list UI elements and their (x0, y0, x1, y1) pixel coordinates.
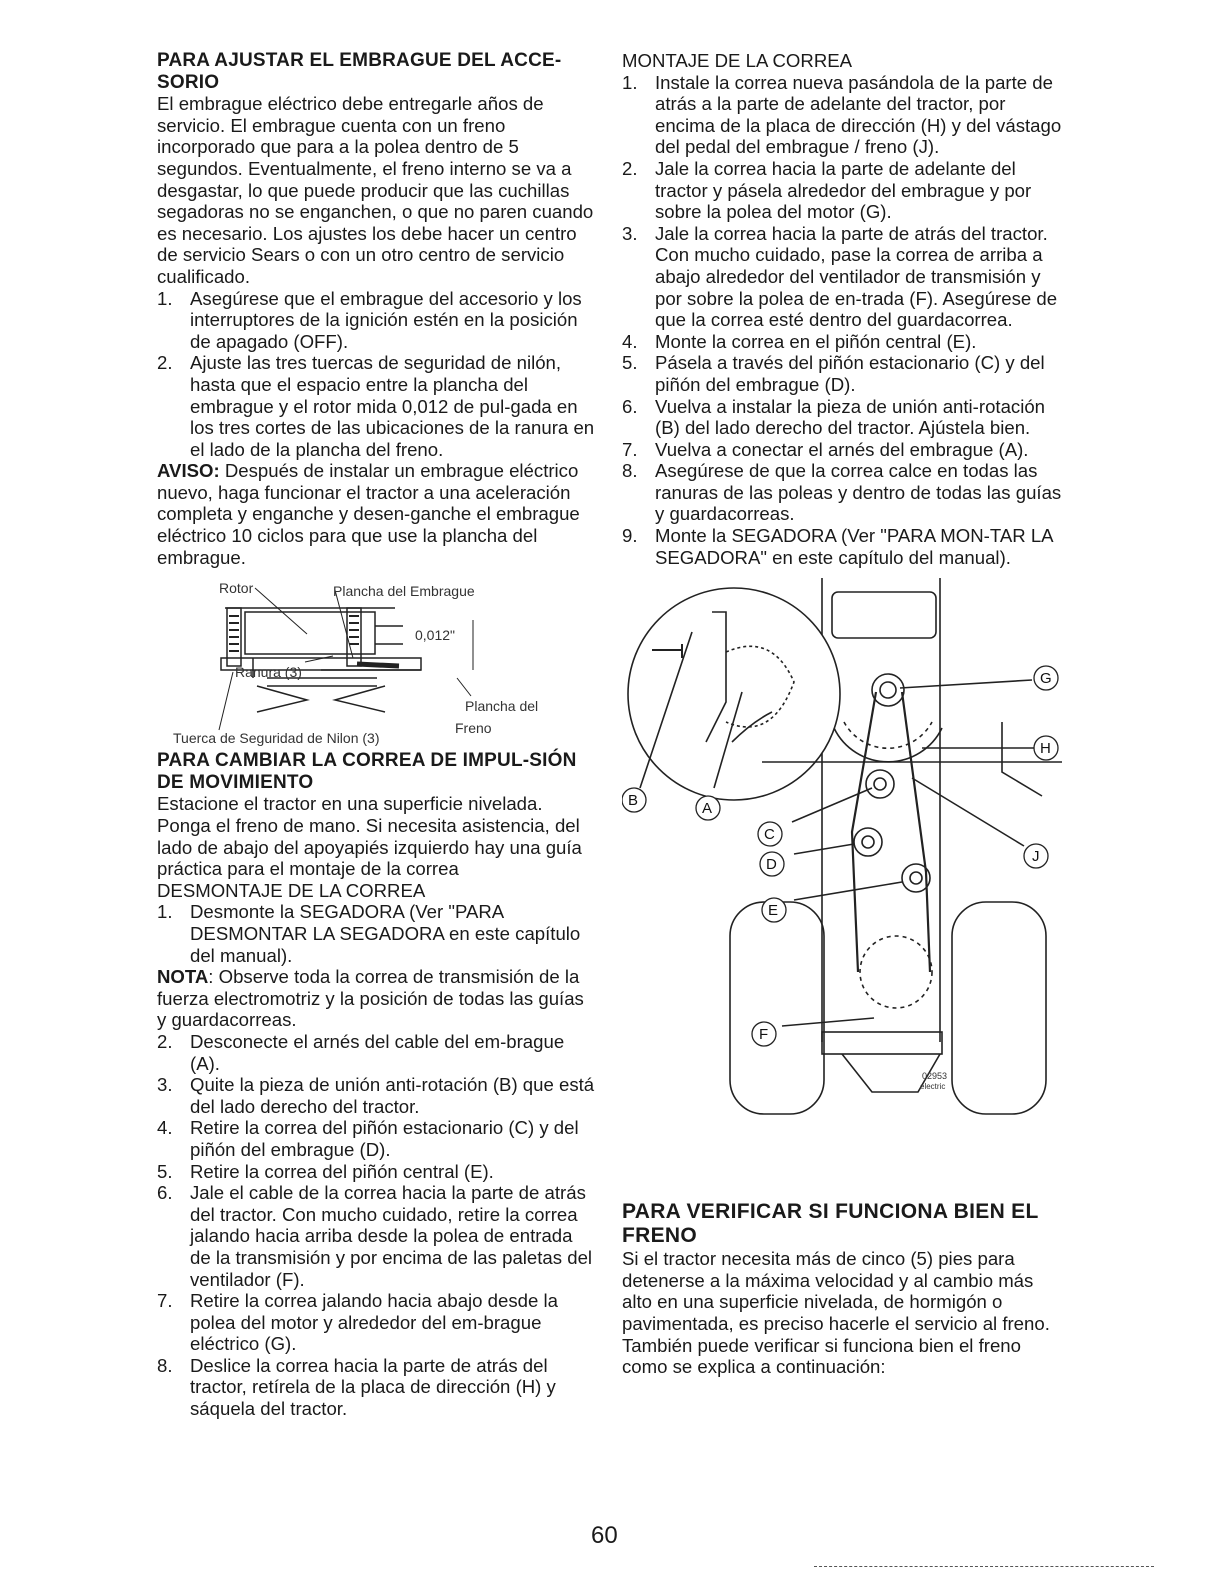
list-item: 6. Vuelva a instalar la pieza de unión anti-rotación (B) del lado derecho del tractor. Ajústela bien. (622, 395, 1046, 439)
right-column (622, 50, 1062, 1378)
paragraph-clutch-intro: El embrague eléctrico debe entregarle años de servicio. El embrague cuenta con un freno incorporado que para a la polea dentro de 5 segundos. Eventualmente, el freno interno se va a desgastar, lo que puede producir que las cuchillas segadoras no se enganchen, o que no paren cuando es necesario. Los ajustes los debe hacer un centro de servicio Sears o con un otro centro de servicio cualificado. (157, 93, 594, 287)
callout-j: J (1032, 848, 1040, 866)
list-item: 3. Quite la pieza de unión anti-rotación (B) que está del lado derecho del tractor. (157, 1074, 595, 1117)
list-item: 6. Jale el cable de la correa hacia la parte de atrás del tractor. Con mucho cuidado, retire la correa jalando hacia arriba desde la polea de entrada de la transmisión y por encima de las paletas del ventilador (F). (157, 1182, 593, 1290)
belt-routing-diagram (622, 572, 1062, 1182)
callout-e: E (768, 902, 779, 920)
nota-paragraph: NOTA: Observe toda la correa de transmisión de la fuerza electromotriz y la posición de todas las guías y guardacorreas. (157, 966, 584, 1031)
left-column (157, 50, 595, 1420)
nota-label: NOTA (157, 966, 209, 988)
label-rotor: Rotor (219, 580, 254, 597)
label-gap: 0,012" (415, 627, 456, 644)
callout-d: D (766, 856, 777, 874)
callout-g: G (1040, 670, 1052, 688)
figure-code: 02953 (922, 1071, 948, 1082)
figure-code-sub: electric (920, 1082, 946, 1092)
callout-f: F (759, 1026, 769, 1044)
list-item: 7. Retire la correa jalando hacia abajo desde la polea del motor y alrededor del em-brague eléctrico (G). (157, 1290, 558, 1355)
paragraph-brake-check-2: También puede verificar si funciona bien el freno como se explica a continuación: (622, 1334, 1021, 1378)
list-item: 8. Asegúrese de que la correa calce en todas las ranuras de las poleas y dentro de todas las guías y guardacorreas. (622, 460, 1062, 525)
clutch-gap-figure (157, 578, 595, 748)
list-item: 2. Jale la correa hacia la parte de adelante del tractor y pásela alrededor del embrague y por sobre la polea del motor (G). (622, 157, 1032, 223)
footer-rule (814, 1566, 1154, 1567)
page-number: 60 (591, 1522, 618, 1549)
list-removal-steps-a (157, 901, 595, 966)
list-item: 3. Jale la correa hacia la parte de atrás del tractor. Con mucho cuidado, pase la correa de arriba a abajo alrededor del ventilador de transmisión y por sobre la polea de en-trada (F). Asegúrese de que la correa esté dentro del guardacorrea. (622, 222, 1058, 331)
list-item: 8. Deslice la correa hacia la parte de atrás del tractor, retírela de la placa de dirección (H) y sáquela del tractor. (157, 1354, 556, 1420)
label-clutch-plate: Plancha del Embrague (333, 583, 475, 600)
list-item: 1. Instale la correa nueva pasándola de la parte de atrás a la parte de adelante del tractor, por encima de la placa de dirección (H) y del vástago del pedal del embrague / freno (J). (622, 71, 1062, 158)
list-item: 5. Retire la correa del piñón central (E). (157, 1160, 494, 1182)
paragraph-change-belt: Estacione el tractor en una superficie nivelada. Ponga el freno de mano. Si necesita asistencia, del lado de abajo del apoyapiés izquierdo hay una guía práctica para el montaje de la correa (157, 793, 582, 880)
aviso-label: AVISO: (157, 460, 220, 482)
list-item: 1. Desmonte la SEGADORA (Ver "PARA DESMONTAR LA SEGADORA en este capítulo del manual). (157, 901, 581, 966)
paragraph-brake-check: Si el tractor necesita más de cinco (5) pies para detenerse a la máxima velocidad y al cambio más alto en una superficie nivelada, de hormigón o pavimentada, es preciso hacerle el servicio al freno. (622, 1248, 1050, 1335)
callout-h: H (1040, 740, 1051, 758)
subheading-belt-removal: DESMONTAJE DE LA CORREA (157, 879, 426, 901)
callout-a: A (702, 800, 713, 818)
subheading-belt-install: MONTAJE DE LA CORREA (622, 50, 853, 71)
list-clutch-steps (157, 288, 595, 461)
list-item: 4. Monte la correa en el piñón central (E). (622, 330, 977, 352)
list-item: 9. Monte la SEGADORA (Ver "PARA MON-TAR LA SEGADORA" en este capítulo del manual). (622, 525, 1053, 568)
list-item: 4. Retire la correa del piñón estacionario (C) y del piñón del embrague (D). (157, 1117, 579, 1160)
label-brake: Freno (455, 720, 492, 737)
label-nylon-nut: Tuerca de Seguridad de Nilon (3) (173, 730, 380, 747)
heading-change-belt: PARA CAMBIAR LA CORREA DE IMPUL-SIÓN DE MOVIMIENTO (157, 750, 577, 793)
clutch-diagram (157, 578, 595, 748)
list-item: 2. Desconecte el arnés del cable del em-brague (A). (157, 1030, 565, 1074)
list-item: 7. Vuelva a conectar el arnés del embrague (A). (622, 438, 1029, 460)
belt-routing-figure (622, 572, 1062, 1182)
list-item: 2. Ajuste las tres tuercas de seguridad de nilón, hasta que el espacio entre la plancha del embrague y el rotor mida 0,012 de pul-gada en los tres cortes de las ubicaciones de la ranura en el lado de la plancha del freno. (157, 352, 595, 460)
list-item: 1. Asegúrese que el embrague del accesorio y los interruptores de la ignición estén en la posición de apagado (OFF). (157, 287, 582, 352)
heading-clutch-adjust: PARA AJUSTAR EL EMBRAGUE DEL ACCE-SORIO (157, 50, 562, 93)
callout-b: B (628, 792, 639, 810)
label-brake-plate: Plancha del (465, 698, 539, 715)
callout-c: C (764, 826, 775, 844)
aviso-paragraph: AVISO: Después de instalar un embrague eléctrico nuevo, haga funcionar el tractor a una aceleración completa y enganche y desen-ganche el embrague eléctrico 10 ciclos para que use la plancha del embrague. (157, 460, 580, 568)
list-removal-steps-b (157, 1031, 595, 1420)
list-install-steps (622, 72, 1062, 569)
list-item: 5. Pásela a través del piñón estacionario (C) y del piñón del embrague (D). (622, 352, 1045, 395)
label-slot: Ranura (3) (235, 664, 302, 681)
heading-brake-check: PARA VERIFICAR SI FUNCIONA BIEN EL FRENO (622, 1200, 1039, 1248)
